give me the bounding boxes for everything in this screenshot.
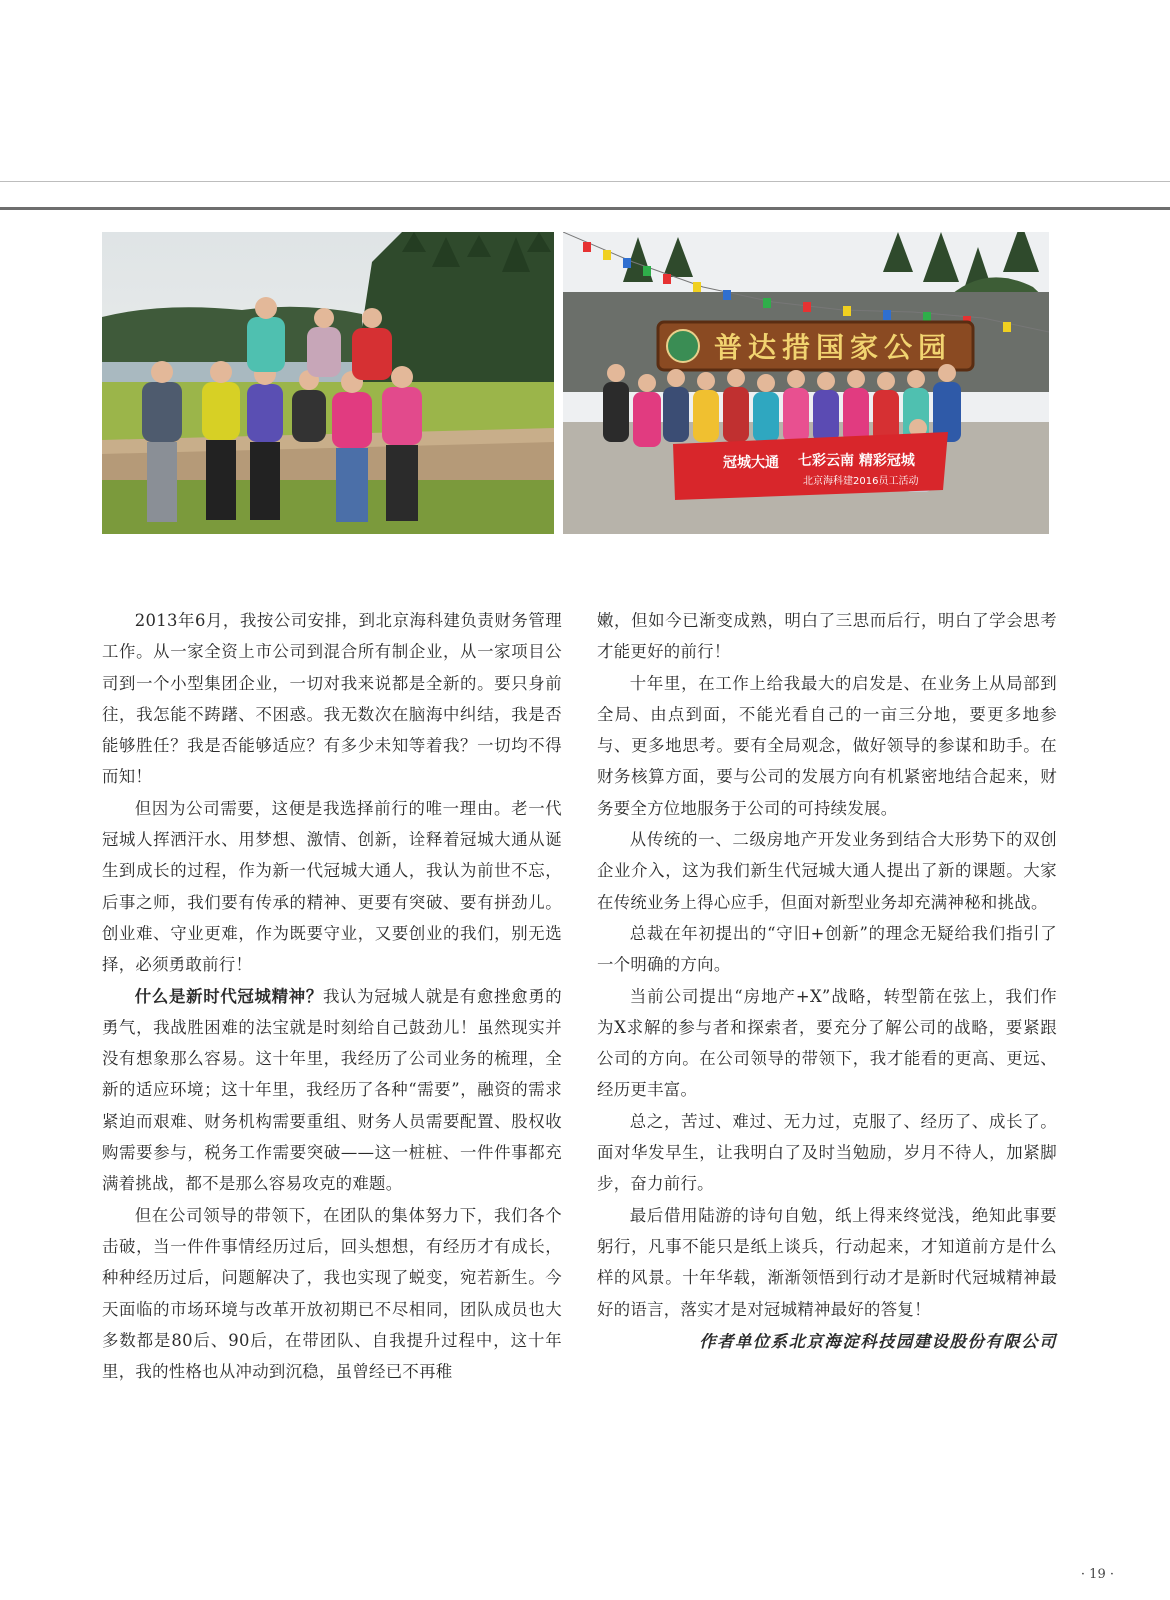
author-byline: 作者单位系北京海淀科技园建设股份有限公司 (699, 1331, 1057, 1351)
article-column-right (597, 605, 1057, 1357)
paragraph: 但因为公司需要，这便是我选择前行的唯一理由。老一代冠城人挥洒汗水、用梦想、激情、创新，诠释着冠城大通从诞生到成长的过程，作为新一代冠城大通人，我认为前世不忘，后事之师，我们要有传承的精神、更要有突破、要有拼劲儿。创业难、守业更难，作为既要守业，又要创业的我们，别无选择，必须勇敢前行！ (102, 798, 562, 975)
paragraph (102, 981, 562, 1200)
photo-park-gate-group (563, 232, 1049, 534)
paragraph-lead: 什么是新时代冠城精神？ (134, 986, 323, 1006)
photo-lakeside-group (102, 232, 554, 534)
paragraph: 十年里，在工作上给我最大的启发是、在业务上从局部到全局、由点到面，不能光看自己的一亩三分地，要更多地参与、更多地思考。要有全局观念，做好领导的参谋和助手。在财务核算方面，要与公司的发展方向有机紧密地结合起来，财务要全方位地服务于公司的可持续发展。 (597, 673, 1057, 818)
banner-subtitle: 北京海科建2016员工活动 (803, 476, 919, 487)
banner-title: 七彩云南 精彩冠城 (798, 453, 915, 469)
paragraph: 总裁在年初提出的“守旧+创新”的理念无疑给我们指引了一个明确的方向。 (597, 923, 1057, 975)
paragraph: 但在公司领导的带领下，在团队的集体努力下，我们各个击破，当一件件事情经历过后，回头想想，有经历才有成长，种种经历过后，问题解决了，我也实现了蜕变，宛若新生。今天面临的市场环境与改革开放初期已不尽相同，团队成员也大多数都是80后、90后，在带团队、自我提升过程中，这十年里，我的性格也从冲动到沉稳，虽曾经已不再稚 (102, 1205, 562, 1382)
header-rule-thin (0, 181, 1170, 182)
paragraph: 总之，苦过、难过、无力过，克服了、经历了、成长了。面对华发早生，让我明白了及时当勉励，岁月不待人，加紧脚步，奋力前行。 (597, 1111, 1057, 1194)
park-sign-text: 普达措国家公园 (713, 331, 953, 364)
banner-brand: 冠城大通 (723, 455, 779, 471)
lakeside-group-photo-icon (102, 232, 554, 534)
paragraph: 当前公司提出“房地产+X”战略，转型箭在弦上，我们作为X求解的参与者和探索者，要充分了解公司的战略，要紧跟公司的方向。在公司领导的带领下，我才能看的更高、更远、经历更丰富。 (597, 986, 1057, 1100)
paragraph-body: 我认为冠城人就是有愈挫愈勇的勇气，我战胜困难的法宝就是时刻给自己鼓劲儿！虽然现实并没有想象那么容易。这十年里，我经历了公司业务的梳理，全新的适应环境；这十年里，我经历了各种“需要”，融资的需求紧迫而艰难、财务机构需要重组、财务人员需要配置、股权收购需要参与，税务工作需要突破——这一桩桩、一件件事都充满着挑战，都不是那么容易攻克的难题。 (102, 986, 562, 1194)
article-column-left (102, 605, 562, 1387)
header-rule-thick (0, 207, 1170, 210)
paragraph: 2013年6月，我按公司安排，到北京海科建负责财务管理工作。从一家全资上市公司到混合所有制企业，从一家项目公司到一个小型集团企业，一切对我来说都是全新的。要只身前往，我怎能不踌躇、不困惑。我无数次在脑海中纠结，我是否能够胜任？我是否能够适应？有多少未知等着我？一切均不得而知！ (102, 611, 562, 787)
paragraph: 从传统的一、二级房地产开发业务到结合大形势下的双创企业介入，这为我们新生代冠城大通人提出了新的课题。大家在传统业务上得心应手，但面对新型业务却充满神秘和挑战。 (597, 830, 1057, 912)
page-number: · 19 · (1080, 1567, 1114, 1582)
paragraph: 最后借用陆游的诗句自勉，纸上得来终觉浅，绝知此事要躬行，凡事不能只是纸上谈兵，行动起来，才知道前方是什么样的风景。十年华载，渐渐领悟到行动才是新时代冠城精神最好的语言，落实才是对冠城精神最好的答复！ (597, 1205, 1057, 1319)
paragraph-continued: 嫩，但如今已渐变成熟，明白了三思而后行，明白了学会思考才能更好的前行！ (597, 611, 1057, 662)
park-gate-group-photo-icon (563, 232, 1049, 534)
